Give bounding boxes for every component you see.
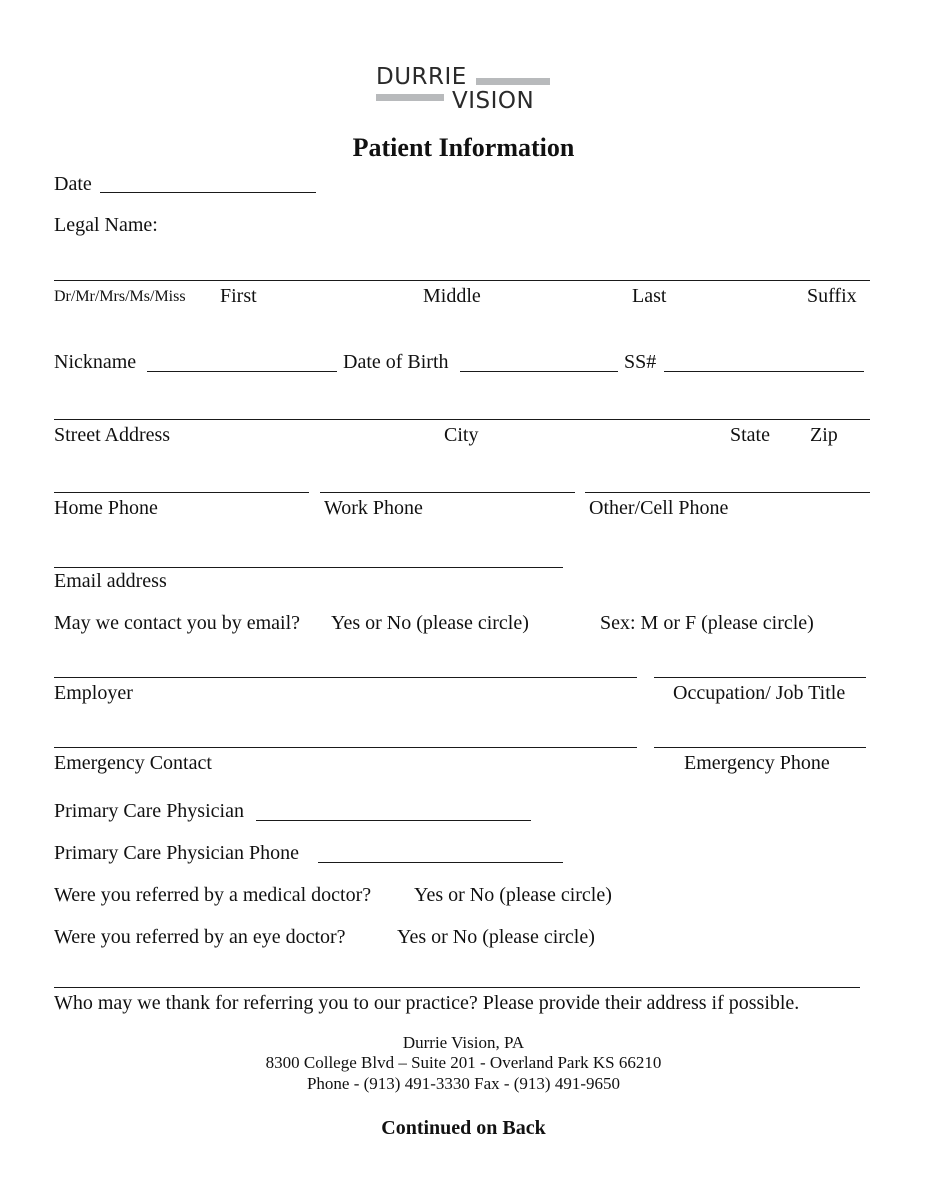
nickname-label: Nickname (54, 351, 137, 373)
logo-bar-top (476, 78, 550, 85)
dob-field[interactable] (460, 371, 618, 372)
pcp-phone-field[interactable] (318, 862, 563, 863)
date-label: Date (54, 173, 92, 195)
logo-word-vision: VISION (452, 88, 535, 114)
dob-label: Date of Birth (343, 351, 449, 373)
legal-name-label: Legal Name: (54, 214, 158, 236)
referred-md-yes-no[interactable]: Yes or No (please circle) (414, 884, 612, 906)
employer-label: Employer (54, 682, 133, 704)
logo-bar-bottom (376, 94, 444, 101)
city-label: City (444, 424, 479, 446)
logo-word-durrie: DURRIE (376, 64, 467, 90)
emergency-contact-label: Emergency Contact (54, 752, 212, 774)
first-name-label: First (220, 285, 257, 307)
suffix-label: Suffix (807, 285, 857, 307)
cell-phone-label: Other/Cell Phone (589, 497, 729, 519)
zip-label: Zip (810, 424, 838, 446)
work-phone-field[interactable] (320, 492, 575, 493)
email-label: Email address (54, 570, 167, 592)
emergency-phone-field[interactable] (654, 747, 866, 748)
page-title: Patient Information (352, 133, 575, 162)
home-phone-label: Home Phone (54, 497, 158, 519)
footer-address: 8300 College Blvd – Suite 201 - Overland Park KS 66210 (265, 1053, 662, 1072)
referral-thanks-label: Who may we thank for referring you to our practice? Please provide their address if possible. (54, 992, 800, 1014)
footer-phone-fax: Phone - (913) 491-3330 Fax - (913) 491-9650 (306, 1074, 621, 1093)
pcp-field[interactable] (256, 820, 531, 821)
referred-eye-yes-no[interactable]: Yes or No (please circle) (397, 926, 595, 948)
work-phone-label: Work Phone (324, 497, 423, 519)
address-field[interactable] (54, 419, 870, 420)
name-prefix-label: Dr/Mr/Mrs/Ms/Miss (54, 288, 186, 305)
street-address-label: Street Address (54, 424, 171, 446)
email-contact-question: May we contact you by email? (54, 612, 301, 634)
email-field[interactable] (54, 567, 563, 568)
legal-name-field[interactable] (54, 280, 870, 281)
date-field[interactable] (100, 192, 316, 193)
referred-eye-question: Were you referred by an eye doctor? (54, 926, 346, 948)
cell-phone-field[interactable] (585, 492, 870, 493)
footer-company: Durrie Vision, PA (402, 1033, 525, 1052)
home-phone-field[interactable] (54, 492, 309, 493)
email-contact-yes-no[interactable]: Yes or No (please circle) (331, 612, 529, 634)
state-label: State (730, 424, 770, 446)
pcp-phone-label: Primary Care Physician Phone (54, 842, 299, 864)
occupation-label: Occupation/ Job Title (673, 682, 846, 704)
pcp-label: Primary Care Physician (54, 800, 244, 822)
referred-md-question: Were you referred by a medical doctor? (54, 884, 372, 906)
sex-question[interactable]: Sex: M or F (please circle) (600, 612, 814, 634)
continued-on-back: Continued on Back (381, 1117, 546, 1139)
nickname-field[interactable] (147, 371, 337, 372)
emergency-phone-label: Emergency Phone (684, 752, 830, 774)
ss-label: SS# (624, 351, 657, 373)
occupation-field[interactable] (654, 677, 866, 678)
employer-field[interactable] (54, 677, 637, 678)
referral-source-field[interactable] (54, 987, 860, 988)
emergency-contact-field[interactable] (54, 747, 637, 748)
durrie-vision-logo (376, 64, 556, 116)
last-name-label: Last (632, 285, 667, 307)
ss-field[interactable] (664, 371, 864, 372)
middle-name-label: Middle (423, 285, 481, 307)
